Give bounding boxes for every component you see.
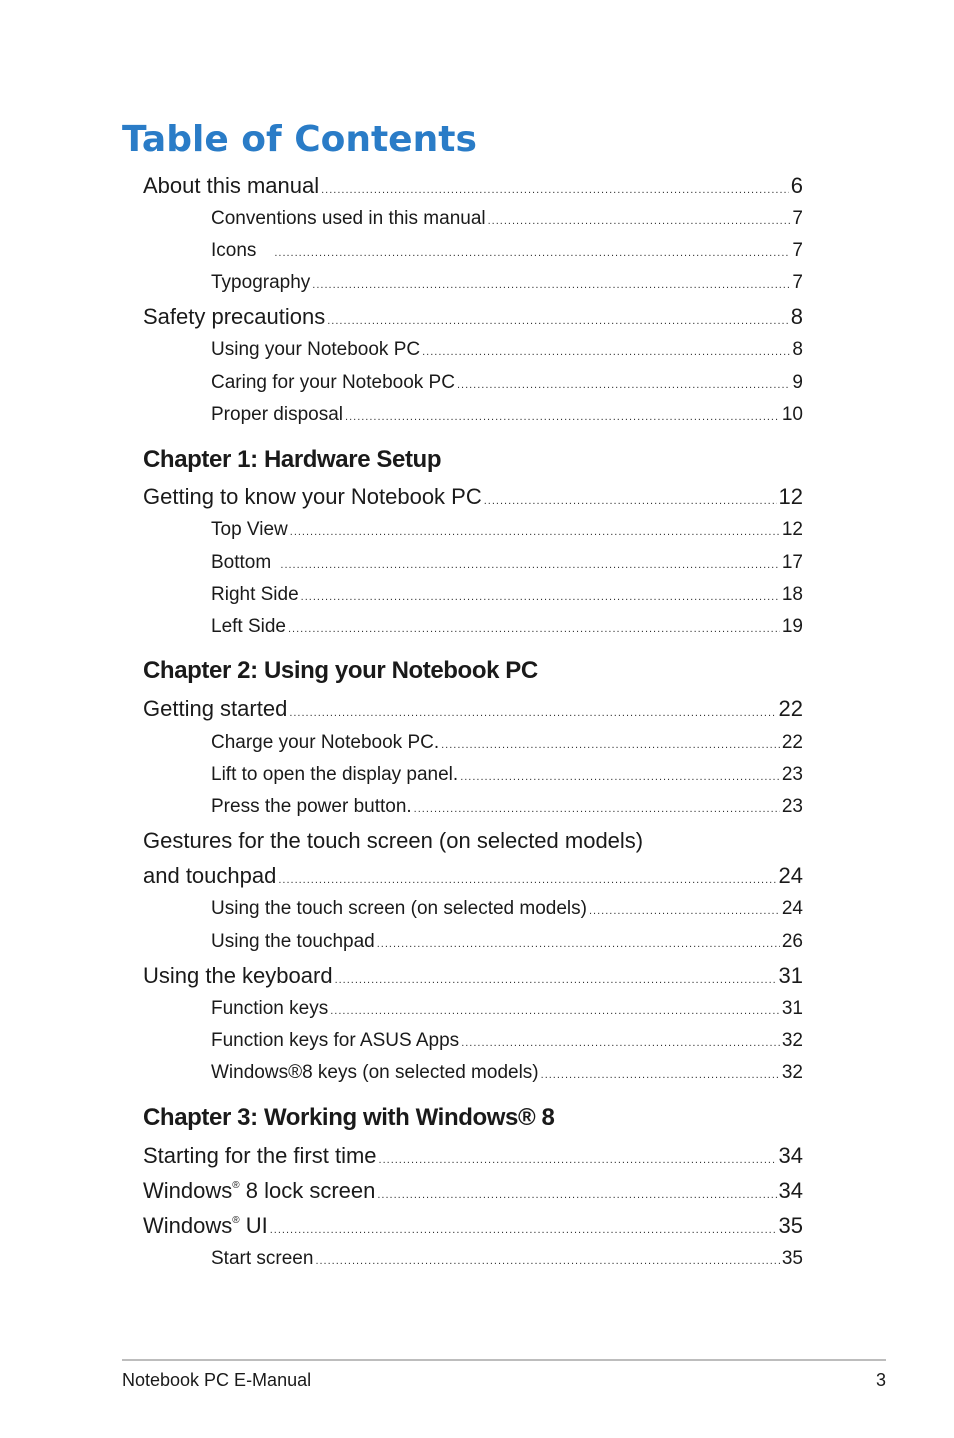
dot-leader [541,1062,780,1088]
toc-entry-top-view[interactable] [211,517,803,543]
toc-entry-label: Using the touch screen (on selected models) [211,898,587,919]
dot-leader [321,175,789,205]
toc-entry-page: 32 [781,1062,803,1083]
dot-leader [488,208,791,234]
toc-entry-page: 26 [781,931,803,952]
toc-entry-getting-to-know[interactable] [143,482,803,512]
toc-entry-label: Caring for your Notebook PC [211,372,455,393]
toc-entry-safety-precautions[interactable] [143,302,803,332]
toc-entry-label: Windows®8 keys (on selected models) [211,1062,539,1083]
dot-leader [379,1145,777,1175]
dot-leader [301,584,780,610]
dot-leader [377,931,780,957]
dot-leader [414,796,780,822]
dot-leader [289,698,776,728]
toc-entry-charge[interactable] [211,730,803,756]
toc-entry-label: Getting started [143,696,288,721]
toc-entry-page: 31 [781,998,803,1019]
toc-entry-page: 34 [778,1178,803,1203]
toc-entry-touchpad[interactable] [211,929,803,955]
dot-leader [278,865,776,895]
toc-entry-icons[interactable] [211,238,803,264]
toc-entry-page: 22 [781,732,803,753]
footer-divider [122,1359,886,1361]
toc-entry-page: 12 [778,484,803,509]
toc-entry-label: Charge your Notebook PC. [211,732,440,753]
toc-entry-label: Press the power button. [211,796,412,817]
toc-entry-keyboard[interactable] [143,961,803,991]
toc-entry-left-side[interactable] [211,614,803,640]
toc-entry-about-this-manual[interactable] [143,171,803,201]
toc-entry-page: 35 [778,1213,803,1238]
toc-entry-label: Left Side [211,616,286,637]
toc-entry-page: 24 [781,898,803,919]
dot-leader [377,1180,776,1210]
toc-entry-page: 34 [778,1143,803,1168]
dot-leader [270,1215,777,1245]
toc-entry-bottom[interactable] [211,550,803,576]
toc-entry-page: 7 [792,272,803,293]
toc-entry-lift-display[interactable] [211,762,803,788]
toc-entry-page: 32 [781,1030,803,1051]
toc-entry-label: Getting to know your Notebook PC [143,484,482,509]
toc-entry-label: About this manual [143,173,320,198]
toc-entry-getting-started[interactable] [143,694,803,724]
toc-entry-page: 31 [778,963,803,988]
chapter-2-heading: Chapter 2: Using your Notebook PC [143,657,538,684]
toc-entry-page: 6 [790,173,803,198]
toc-entry-gestures-line1[interactable]: Gestures for the touch screen (on selected models) [143,828,644,853]
toc-entry-label: Conventions used in this manual [211,208,486,229]
toc-entry-label: Using your Notebook PC [211,339,421,360]
toc-entry-label: Start screen [211,1248,314,1269]
toc-entry-label: and touchpad [143,863,277,888]
dot-leader [330,998,780,1024]
page-title: Table of Contents [122,119,477,160]
toc-entry-start-screen[interactable] [211,1246,803,1272]
dot-leader [280,552,779,578]
toc-entry-page: 8 [792,339,803,360]
dot-leader [345,404,780,430]
dot-leader [457,372,790,398]
toc-entry-label: Icons [211,240,257,261]
toc-entry-using-notebook[interactable] [211,337,803,363]
toc-entry-gestures-touchpad[interactable] [143,861,803,891]
toc-entry-lock-screen[interactable] [143,1176,803,1206]
toc-entry-label: Windows® 8 lock screen [143,1178,376,1203]
dot-leader [274,240,790,266]
dot-leader [312,272,790,298]
footer-page-number: 3 [875,1370,886,1390]
toc-entry-label: Lift to open the display panel. [211,764,459,785]
dot-leader [290,519,780,545]
dot-leader [484,486,777,516]
toc-entry-page: 8 [790,304,803,329]
toc-entry-label: Using the touchpad [211,931,375,952]
toc-entry-page: 23 [781,796,803,817]
toc-entry-label: Safety precautions [143,304,326,329]
toc-entry-label: Right Side [211,584,299,605]
toc-entry-asus-apps[interactable] [211,1028,803,1054]
toc-entry-page: 7 [792,240,803,261]
dot-leader [461,1030,780,1056]
toc-entry-right-side[interactable] [211,582,803,608]
toc-entry-page: 17 [781,552,803,573]
toc-entry-label: Top View [211,519,288,540]
chapter-3-heading: Chapter 3: Working with Windows® 8 [143,1104,555,1131]
toc-entry-page: 12 [781,519,803,540]
toc-entry-press-power[interactable] [211,794,803,820]
toc-entry-label: Typography [211,272,311,293]
chapter-1-heading: Chapter 1: Hardware Setup [143,446,442,473]
toc-entry-label: Proper disposal [211,404,344,425]
toc-entry-label: Using the keyboard [143,963,333,988]
dot-leader [315,1248,779,1274]
toc-entry-label: Windows® UI [143,1213,268,1238]
toc-entry-conventions[interactable] [211,206,803,232]
toc-entry-label: Starting for the first time [143,1143,377,1168]
toc-entry-page: 9 [792,372,803,393]
footer-manual-title: Notebook PC E-Manual [122,1370,312,1390]
toc-entry-function-keys[interactable] [211,996,803,1022]
toc-entry-page: 19 [781,616,803,637]
dot-leader [589,898,780,924]
toc-entry-page: 24 [778,863,803,888]
toc-entry-windows8-keys[interactable] [211,1060,803,1086]
toc-entry-proper-disposal[interactable] [211,402,803,428]
toc-entry-label: Bottom [211,552,272,573]
dot-leader [460,764,780,790]
toc-entry-page: 18 [781,584,803,605]
toc-entry-page: 10 [781,404,803,425]
toc-entry-first-time[interactable] [143,1141,803,1171]
dot-leader [288,616,780,642]
dot-leader [327,306,789,336]
dot-leader [335,965,777,995]
toc-entry-label: Function keys for ASUS Apps [211,1030,460,1051]
toc-entry-caring-notebook[interactable] [211,370,803,396]
dot-leader [422,339,790,365]
toc-entry-page: 7 [792,208,803,229]
toc-entry-label: Function keys [211,998,329,1019]
toc-entry-page: 23 [781,764,803,785]
toc-entry-typography[interactable] [211,270,803,296]
toc-entry-page: 22 [778,696,803,721]
toc-entry-windows-ui[interactable] [143,1211,803,1241]
toc-entry-touch-screen[interactable] [211,896,803,922]
toc-entry-page: 35 [781,1248,803,1269]
dot-leader [441,732,780,758]
